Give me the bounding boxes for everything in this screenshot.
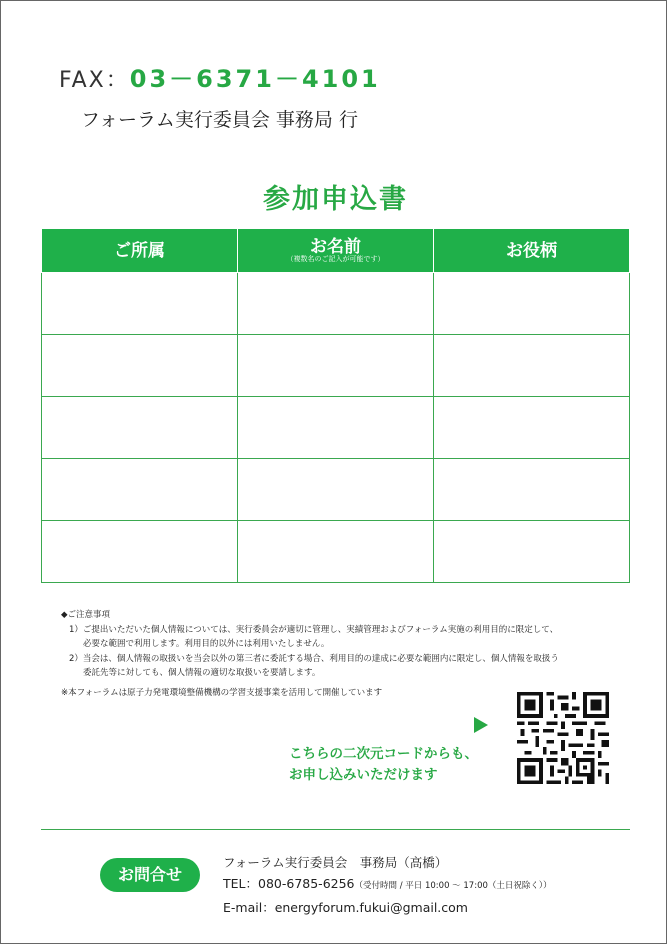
notes-heading: ◆ご注意事項 (61, 610, 111, 620)
affiliation-cell[interactable] (42, 397, 238, 459)
name-cell[interactable] (238, 335, 434, 397)
table-row (42, 397, 630, 459)
table-header-row (42, 229, 630, 273)
contact-tel-number[interactable]: TEL：080-6785-6256 (223, 876, 355, 891)
role-cell[interactable] (434, 397, 630, 459)
contact-info (223, 852, 552, 918)
note-item-2-cont: 委託先等に対しても、個人情報の適切な取扱いを要請します。 (83, 668, 321, 678)
table-row (42, 273, 630, 335)
affiliation-cell[interactable] (42, 459, 238, 521)
contact-tel (223, 873, 552, 897)
note-item-1-cont: 必要な範囲で利用します。利用目的以外には利用いたしません。 (83, 639, 330, 649)
name-cell[interactable] (238, 273, 434, 335)
column-header-affiliation: ご所属 (42, 229, 238, 273)
entry-table (41, 228, 630, 583)
table-row (42, 459, 630, 521)
contact-badge: お問合せ (100, 858, 200, 892)
role-cell[interactable] (434, 459, 630, 521)
contact-org: フォーラム実行委員会 事務局（高橋） (223, 855, 448, 870)
qr-caption-line2: お申し込みいただけます (289, 767, 438, 783)
contact-tel-hours: （受付時間 / 平日 10:00 ～ 17:00（土日祝除く）） (354, 881, 552, 891)
qr-caption (289, 744, 478, 786)
role-cell[interactable] (434, 273, 630, 335)
qr-caption-line1: こちらの二次元コードからも、 (289, 746, 478, 762)
name-cell[interactable] (238, 397, 434, 459)
column-header-name-note: （複数名のご記入が可能です） (286, 254, 385, 263)
fax-label: FAX： (59, 68, 130, 93)
form-title: 参加申込書 (263, 184, 408, 215)
contact-email[interactable]: E-mail：energyforum.fukui@gmail.com (223, 900, 468, 915)
fax-line (59, 59, 381, 94)
affiliation-cell[interactable] (42, 273, 238, 335)
footnote: ※本フォーラムは原子力発電環境整備機構の学習支援事業を活用して開催しています (61, 688, 383, 698)
note-item-2: 2）当会は、個人情報の取扱いを当会以外の第三者に委託する場合、利用目的の達成に必要な範囲内に限定し、個人情報を取扱う (69, 653, 559, 664)
name-cell[interactable] (238, 521, 434, 583)
table-row (42, 521, 630, 583)
role-cell[interactable] (434, 335, 630, 397)
divider (41, 829, 630, 830)
fax-number: 03－6371－4101 (129, 65, 381, 93)
play-arrow-icon (474, 717, 488, 733)
column-header-role: お役柄 (434, 229, 630, 273)
name-cell[interactable] (238, 459, 434, 521)
notes (61, 608, 559, 681)
affiliation-cell[interactable] (42, 521, 238, 583)
column-header-name: お名前 （複数名のご記入が可能です） (238, 229, 434, 273)
qr-code-icon[interactable] (517, 692, 609, 784)
role-cell[interactable] (434, 521, 630, 583)
note-item-1: 1）ご提出いただいた個人情報については、実行委員会が適切に管理し、実績管理およびフォーラム実施の利用目的に限定して、 (69, 624, 559, 635)
affiliation-cell[interactable] (42, 335, 238, 397)
table-row (42, 335, 630, 397)
destination: フォーラム実行委員会 事務局 行 (81, 109, 358, 131)
